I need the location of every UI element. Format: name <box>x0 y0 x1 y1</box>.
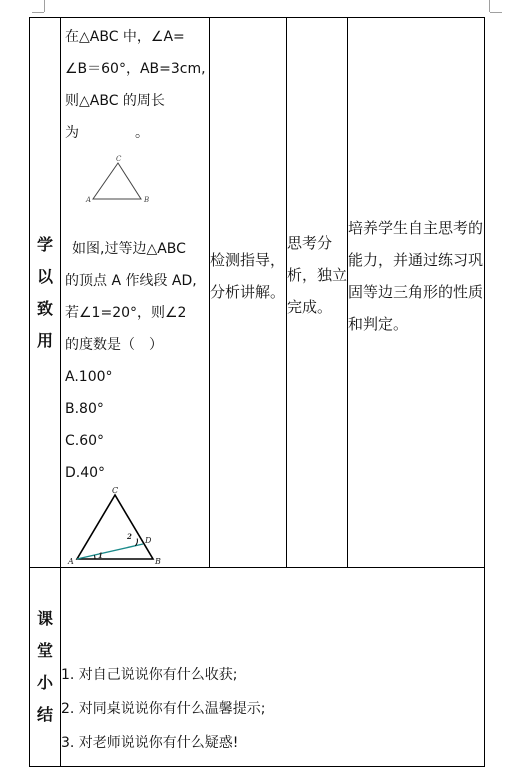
section-label-char: 用 <box>36 330 53 350</box>
page-corner-mark-left <box>32 12 44 13</box>
table-row-practice <box>30 18 485 568</box>
section-label-char: 以 <box>36 266 53 286</box>
section-label-char: 课 <box>36 609 53 628</box>
summary-item: 2. 对同桌说说你有什么温馨提示; <box>61 701 266 717</box>
student-activity-text: 思考分析，独立完成。 <box>287 233 348 316</box>
design-intent-cell <box>348 18 485 568</box>
question-2 <box>61 209 209 567</box>
answer-option: D.40° <box>65 465 106 481</box>
vertex-label-c: C <box>112 487 119 495</box>
student-activity-cell <box>287 18 348 568</box>
summary-cell <box>61 568 485 767</box>
section-label-char: 学 <box>36 234 53 254</box>
section-label-char: 堂 <box>36 641 53 660</box>
section-label-char: 小 <box>36 673 53 692</box>
answer-option: C.60° <box>65 433 105 449</box>
teacher-activity-cell <box>210 18 287 568</box>
vertex-label-b: B <box>144 196 150 204</box>
triangle-figure-1 <box>85 155 155 209</box>
summary-item: 1. 对自己说说你有什么收获; <box>61 667 238 683</box>
vertex-label-a: A <box>86 196 92 204</box>
answer-options-row <box>65 361 207 425</box>
section-label-summary <box>30 568 61 767</box>
teacher-activity-text: 检测指导，分析讲解。 <box>210 250 286 301</box>
vertex-label-d: D <box>145 536 152 545</box>
question-text: 的度数是（ ） <box>65 337 163 353</box>
question-text: 若∠1=20°，则∠2 <box>65 305 187 321</box>
summary-item: 3. 对老师说说你有什么疑惑! <box>61 735 239 751</box>
vertex-label-c: C <box>116 155 122 163</box>
section-label-char: 致 <box>36 298 53 318</box>
question-text: 如图,过等边△ABC <box>72 241 186 257</box>
section-label-practice <box>30 18 61 568</box>
angle-label-2: 2 <box>127 532 132 541</box>
vertex-label-a: A <box>68 557 74 566</box>
page-corner-mark-right <box>489 0 490 12</box>
answer-option: A.100° <box>65 369 113 385</box>
answer-options-row <box>65 425 207 489</box>
exercise-cell <box>61 18 210 568</box>
vertex-label-b: B <box>155 557 161 566</box>
answer-option: B.80° <box>65 401 104 417</box>
question-text: ∠B＝60°，AB=3cm, <box>65 61 206 77</box>
page-corner-mark-left <box>44 0 45 12</box>
triangle-figure-2 <box>65 487 165 567</box>
design-intent-text: 培养学生自主思考的能力，并通过练习巩固等边三角形的性质和判定。 <box>348 219 484 333</box>
question-text: 则△ABC 的周长 <box>65 93 165 109</box>
question-1 <box>61 18 209 209</box>
angle-label-1: 1 <box>98 551 103 560</box>
page-corner-mark-right <box>490 12 502 13</box>
question-text: 为 。 <box>65 125 149 141</box>
table-row-summary <box>30 568 485 767</box>
question-text: 在△ABC 中，∠A= <box>65 29 185 45</box>
question-text: 的顶点 A 作线段 AD, <box>65 273 197 289</box>
lesson-table <box>29 17 485 767</box>
section-label-char: 结 <box>36 705 53 724</box>
